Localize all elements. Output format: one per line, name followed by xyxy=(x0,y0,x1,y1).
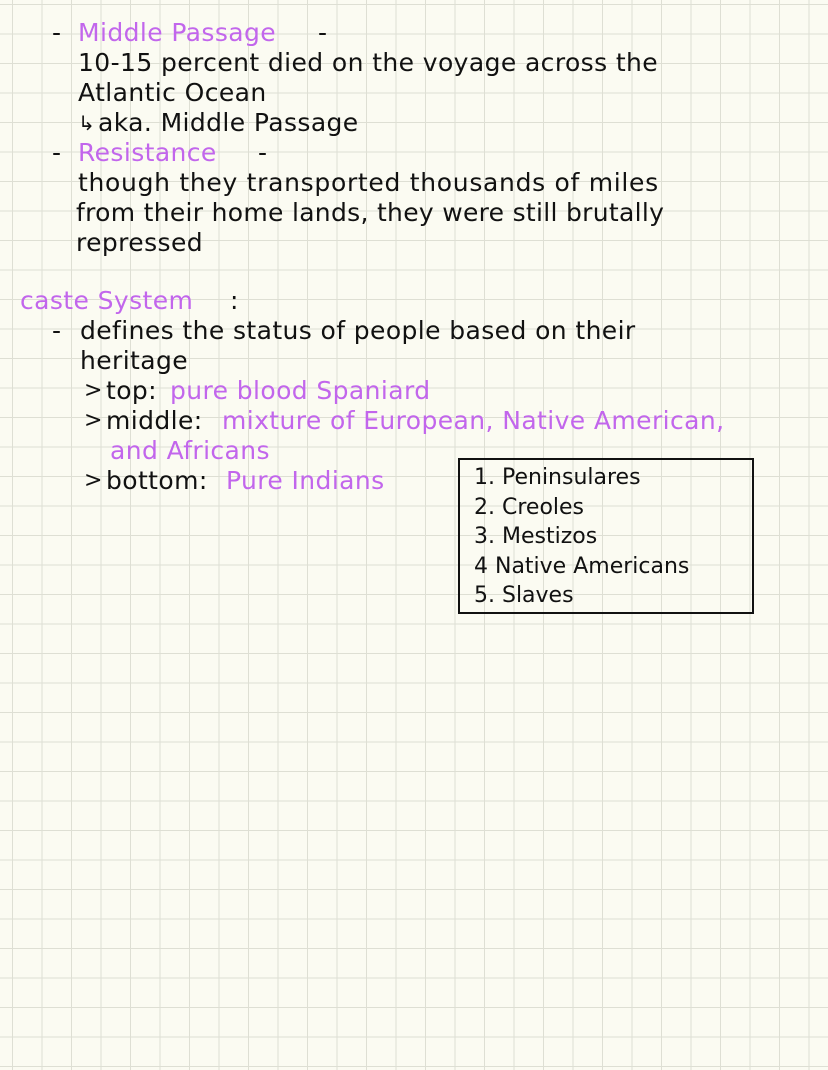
caste-system-colon: : xyxy=(230,286,239,315)
middle-passage-line-2: Atlantic Ocean xyxy=(78,78,267,107)
arrow-icon: ↳ xyxy=(78,111,96,135)
bullet-dash: - xyxy=(52,316,62,345)
ranking-item: 2. Creoles xyxy=(474,495,585,520)
caste-ranking-box xyxy=(458,458,754,614)
ranking-item: 4 Native Americans xyxy=(474,554,690,579)
middle-label: middle: xyxy=(106,406,203,435)
middle-passage-aka: aka. Middle Passage xyxy=(98,108,359,137)
top-label: top: xyxy=(106,376,157,405)
heading-suffix-dash: - xyxy=(258,138,268,167)
caste-definition-line-1: defines the status of people based on their xyxy=(80,316,636,345)
ranking-item: 3. Mestizos xyxy=(474,524,598,549)
caste-definition-line-2: heritage xyxy=(80,346,189,375)
resistance-line-3: repressed xyxy=(76,228,203,257)
caste-system-heading: caste System xyxy=(20,286,194,315)
bullet-dash: - xyxy=(52,18,62,47)
chevron-right-icon: > xyxy=(84,408,103,433)
middle-passage-heading: Middle Passage xyxy=(78,18,277,47)
ranking-item: 5. Slaves xyxy=(474,583,574,608)
bullet-dash: - xyxy=(52,138,62,167)
heading-suffix-dash: - xyxy=(318,18,328,47)
resistance-heading: Resistance xyxy=(78,138,217,167)
middle-passage-line-1: 10-15 percent died on the voyage across the xyxy=(78,48,659,77)
resistance-line-2: from their home lands, they were still brutally xyxy=(76,198,665,227)
ranking-item: 1. Peninsulares xyxy=(474,465,641,490)
middle-value-line-1: mixture of European, Native American, xyxy=(222,406,725,435)
resistance-line-1: though they transported thousands of miles xyxy=(78,168,659,197)
top-value: pure blood Spaniard xyxy=(170,376,431,405)
middle-value-line-2: and Africans xyxy=(110,436,270,465)
bottom-label: bottom: xyxy=(106,466,208,495)
chevron-right-icon: > xyxy=(84,378,103,403)
bottom-value: Pure Indians xyxy=(226,466,385,495)
chevron-right-icon: > xyxy=(84,468,103,493)
